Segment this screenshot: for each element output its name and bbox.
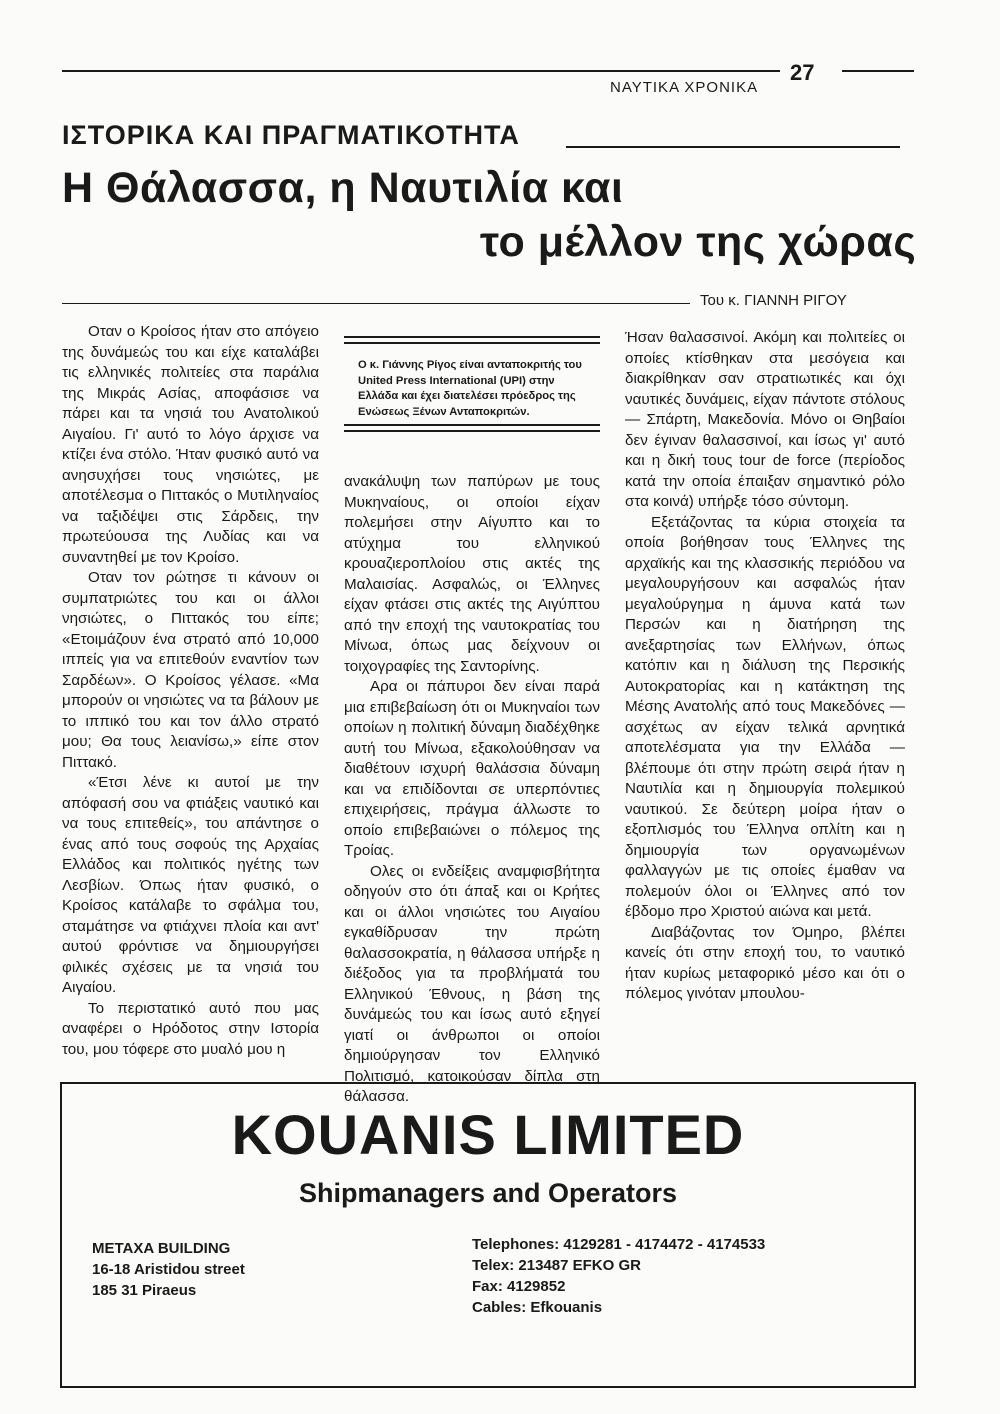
header-rule-left — [62, 70, 780, 72]
ad-company-name: KOUANIS LIMITED — [231, 1103, 745, 1166]
paragraph: Εξετάζοντας τα κύρια στοιχεία τα οποία βοήθησαν τους Έλληνες της αρχαϊκής και της κλασσικής περιόδου να μεγαλουργήσουν και ασφαλώς ήταν μεγαλούργημα η άμυνα κατά των Περσών και η διατήρηση της ανεξαρτησίας των Ελλήνων, όπως κατόπιν και η διάλυση της Περσικής Αυτοκρατορίας και η κατάκτηση της Μέσης Ανατολής από τους Μακεδόνες — ασχέτως αν είχαν τελικά αρνητικά αποτελέσματα για την Ελλάδα — βλέπουμε ότι στην πρώτη σειρά ήταν η Ναυτιλία και η δημιουργία πολεμικού ναυτικού. Σε δεύτερη μοίρα ήταν ο εξοπλισμός του Έλληνα οπλίτη και η δημιουργία των οργανωμένων φαλλαγγών με τις οποίες έμαθαν να πολεμούν όλοι οι Έλληνες από τον έβδομο προ Χριστού αιώνα και μετά. — [625, 513, 905, 920]
author-note-box — [344, 336, 600, 432]
advertisement-box — [60, 1082, 916, 1388]
ad-tagline: Shipmanagers and Operators — [298, 1178, 678, 1208]
ad-contact-line: Fax: 4129852 — [472, 1278, 566, 1295]
paragraph: Ολες οι ενδείξεις αναμφισβήτητα οδηγούν στο ότι άπαξ και οι Κρήτες και οι άλλοι νησιώτες του Αιγαίου εγκαθίδρυσαν την πρώτη θαλασσοκρατία, η θάλασσα υπήρξε η διέξοδος για τα προβλήματά του Ελληνικού Έθνους, η βάση της δυνάμεώς του και ίσως αυτό εξηγεί γιατί οι άνθρωποι οι οποίοι δημιούργησαν τον Ελληνικό Πολιτισμό, κατοικούσαν δίπλα στη θάλασσα. — [344, 862, 600, 1105]
article-column-2 — [344, 472, 600, 1108]
section-title-rule — [566, 146, 900, 148]
article-title-line-1: Η Θάλασσα, η Ναυτιλία και — [62, 164, 624, 212]
article-title-line-2: το μέλλον της χώρας — [480, 218, 917, 266]
ad-contact-line: Telephones: 4129281 - 4174472 - 4174533 — [472, 1236, 766, 1253]
author-note-text: Ο κ. Γιάννης Ρίγος είναι ανταποκριτής του United Press International (UPI) στην Ελλάδα και έχει διατελέσει πρόεδρος της Ενώσεως Ξένων Ανταποκριτών. — [358, 359, 582, 418]
paragraph: Διαβάζοντας τον Όμηρο, βλέπει κανείς ότι στην εποχή του, το ναυτικό ήταν κυρίως μεταφορικό μέσο και ότι ο πόλεμος γινόταν μπουλου- — [625, 923, 905, 1002]
header-rule-right — [842, 70, 914, 72]
paragraph: ανακάλυψη των παπύρων με τους Μυκηναίους, οι οποίοι είχαν πολεμήσει στην Αίγυπτο και το ατύχημα του ελληνικού κρουαζιεροπλοίου στις ακτές της Μαλαισίας. Ασφαλώς, οι Έλληνες είχαν φτάσει στις ακτές της Αιγύπτου από την εποχή της ναυτοκρατίας του Μίνωα, όπως μας δείχνουν οι τοιχογραφίες της Σαντορίνης. — [344, 473, 600, 675]
byline: Του κ. ΓΙΑΝΝΗ ΡΙΓΟΥ — [700, 292, 847, 309]
ad-address — [92, 1238, 245, 1301]
paragraph: «Έτσι λένε κι αυτοί με την απόφασή σου να φτιάξεις ναυτικό και να τους επιτεθείς», του απάντησε ο ένας από τους σοφούς της Αρχαίας Ελλάδος και πολιτικός ηγέτης των Λεσβίων. Όπως ήταν φυσικό, ο Κροίσος κατάλαβε το σφάλμα του, σταμάτησε να φτιάχνει πλοία και αντ' αυτού φρόντισε να δημιουργήσει φιλικές σχέσεις με τα νησιά του Αιγαίου. — [62, 774, 319, 996]
paragraph: Αρα οι πάπυροι δεν είναι παρά μια επιβεβαίωση ότι οι Μυκηναίοι των οποίων η πολιτική δύναμη διαδέχθηκε αυτή του Μίνωα, εξακολούθησαν να διαθέτουν ισχυρή θαλάσσια δύναμη και να επιδίδονται σε υπερπόντιες επιχειρήσεις, πράγμα άλλωστε το οποίο επιβεβαιώνει ο πόλεμος της Τροίας. — [344, 678, 600, 859]
ad-address-line: METAXA BUILDING — [92, 1240, 231, 1257]
byline-rule — [62, 303, 690, 304]
paragraph: Το περιστατικό αυτό που μας αναφέρει ο Ηρόδοτος στην Ιστορία του, μου τόφερε στο μυαλό μου η — [62, 999, 319, 1058]
ad-contact-line: Cables: Efkouanis — [472, 1299, 603, 1316]
paragraph: Οταν ο Κροίσος ήταν στο απόγειο της δυνάμεώς του και είχε καταλάβει τις ελληνικές πολιτείες στα παράλια της Μικράς Ασίας, αποφάσισε να πάρει και τα νησιά του Ανατολικού Αιγαίου. Γι' αυτό το λόγο άρχισε να κτίζει ένα στόλο. Ήταν φυσικό αυτό να ανησυχήσει τους νησιώτες, με αποτέλεσμα ο Πιττακός ο Μυτιληναίος να ταξιδέψει στις Σάρδεις, την πρωτεύουσα της Λυδίας και να συναντηθεί με τον Κροίσο. — [62, 323, 319, 566]
ad-address-line: 185 31 Piraeus — [92, 1282, 197, 1299]
section-title: ΙΣΤΟΡΙΚΑ ΚΑΙ ΠΡΑΓΜΑΤΙΚΟΤΗΤΑ — [62, 120, 520, 150]
article-column-1 — [62, 322, 319, 1060]
ad-address-line: 16-18 Aristidou street — [92, 1261, 245, 1278]
page-number: 27 — [790, 60, 815, 85]
paragraph: Οταν τον ρώτησε τι κάνουν οι συμπατριώτες του και οι άλλοι νησιώτες, ο Πιττακός του είπε; «Ετοιμάζουν ένα στρατό από 10,000 ιππείς για να επιτεθούν εναντίον των Σαρδέων». Ο Κροίσος γέλασε. «Μα μπορούν οι νησιώτες να τα βάλουν με το ιππικό του και τον άλλο στρατό μου; Θα τους λειανίσω,» είπε στον Πιττακό. — [62, 569, 319, 771]
ad-contact-line: Telex: 213487 EFKO GR — [472, 1257, 641, 1274]
paragraph: Ήσαν θαλασσινοί. Ακόμη και πολιτείες οι οποίες κτίσθηκαν στα μεσόγεια και διακρίθηκαν σαν στρατιωτικές και όχι ναυτικές δυνάμεις, είχαν πάντοτε στόλους — Σπάρτη, Μακεδονία. Μόνο οι Θηβαίοι δεν έγιναν θαλασσινοί, και ίσως γι' αυτό και η δική τους tour de force (περίοδος κατά την οποία έπαιξαν σημαντικό ρόλο στα κοινά) υπήρξε τόσο σύντομη. — [625, 329, 905, 510]
article-column-3 — [625, 328, 905, 1005]
magazine-name: ΝΑΥΤΙΚΑ ΧΡΟΝΙΚΑ — [610, 79, 759, 96]
ad-contacts — [472, 1234, 765, 1318]
